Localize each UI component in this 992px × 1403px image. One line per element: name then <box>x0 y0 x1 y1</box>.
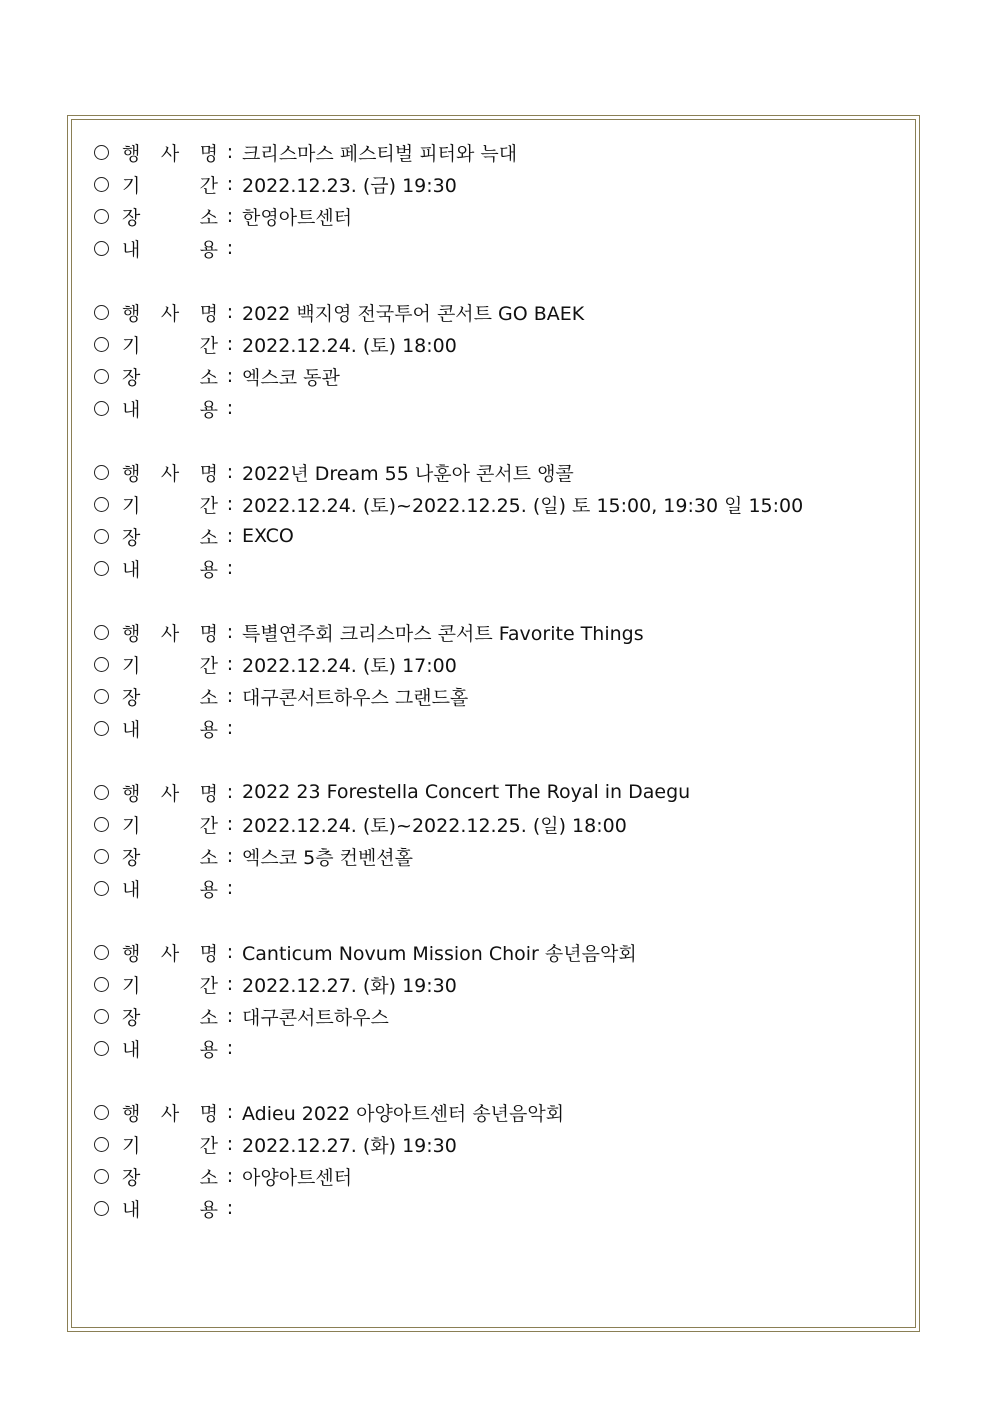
field-label-char: 명 <box>199 1102 218 1125</box>
field-colon: : <box>226 461 234 483</box>
field-colon: : <box>226 845 234 867</box>
field-colon: : <box>226 365 234 387</box>
field-label-char: 용 <box>199 558 218 581</box>
field-label <box>122 811 218 838</box>
event-period: 2022.12.27. (화) 19:30 <box>242 1134 457 1157</box>
circle-bullet-icon <box>94 1201 109 1216</box>
field-label <box>122 203 218 230</box>
field-label-char: 내 <box>122 238 141 261</box>
circle-bullet-icon <box>94 465 109 480</box>
circle-bullet-icon <box>94 689 109 704</box>
circle-bullet-icon <box>94 497 109 512</box>
event-name-row <box>94 1096 894 1128</box>
field-colon: : <box>226 493 234 515</box>
event-item <box>94 616 894 776</box>
event-name-row <box>94 456 894 488</box>
field-label-char: 행 <box>122 942 141 965</box>
event-place: 아양아트센터 <box>242 1166 353 1189</box>
field-label <box>122 491 218 518</box>
circle-bullet-icon <box>94 1009 109 1024</box>
field-label-char: 소 <box>199 686 218 709</box>
field-label-char: 명 <box>199 142 218 165</box>
field-label-char: 행 <box>122 782 141 805</box>
event-place-row <box>94 200 894 232</box>
field-label-char: 용 <box>199 1038 218 1061</box>
circle-bullet-icon <box>94 401 109 416</box>
event-period: 2022.12.23. (금) 19:30 <box>242 174 457 197</box>
event-period-row <box>94 328 894 360</box>
field-label <box>122 683 218 710</box>
event-place: EXCO <box>242 525 294 547</box>
field-label-char: 간 <box>199 814 218 837</box>
field-label <box>122 139 218 166</box>
event-content-row <box>94 872 894 904</box>
field-label-char: 소 <box>199 1006 218 1029</box>
field-label <box>122 555 218 582</box>
field-colon: : <box>226 781 234 803</box>
field-label-char: 명 <box>199 302 218 325</box>
field-label-char: 사 <box>160 462 180 485</box>
field-label-char: 명 <box>199 782 218 805</box>
field-label <box>122 1035 218 1062</box>
field-colon: : <box>226 1133 234 1155</box>
field-label-char: 내 <box>122 878 141 901</box>
event-place: 엑스코 5층 컨벤션홀 <box>242 846 413 869</box>
field-label <box>122 331 218 358</box>
event-place-row <box>94 1000 894 1032</box>
field-label <box>122 171 218 198</box>
event-item <box>94 936 894 1096</box>
event-place: 대구콘서트하우스 <box>242 1006 389 1029</box>
field-label-char: 명 <box>199 622 218 645</box>
event-item <box>94 1096 894 1256</box>
field-label-char: 행 <box>122 622 141 645</box>
field-label-char: 행 <box>122 1102 141 1125</box>
field-colon: : <box>226 621 234 643</box>
event-place-row <box>94 840 894 872</box>
field-label <box>122 651 218 678</box>
field-label-char: 장 <box>122 1006 141 1029</box>
field-label-char: 소 <box>199 526 218 549</box>
circle-bullet-icon <box>94 977 109 992</box>
field-label-char: 사 <box>160 142 180 165</box>
event-name: 2022년 Dream 55 나훈아 콘서트 앵콜 <box>242 462 574 485</box>
field-label <box>122 235 218 262</box>
circle-bullet-icon <box>94 145 109 160</box>
field-label-char: 용 <box>199 398 218 421</box>
event-period: 2022.12.24. (토)~2022.12.25. (일) 토 15:00, 19:30 일 15:00 <box>242 494 804 517</box>
field-label <box>122 843 218 870</box>
field-label <box>122 1003 218 1030</box>
field-label <box>122 971 218 998</box>
event-item <box>94 776 894 936</box>
field-label-char: 간 <box>199 974 218 997</box>
event-period-row <box>94 968 894 1000</box>
field-label <box>122 715 218 742</box>
field-label-char: 기 <box>122 814 141 837</box>
event-name: 특별연주회 크리스마스 콘서트 Favorite Things <box>242 622 644 645</box>
event-name-row <box>94 776 894 808</box>
event-name-row <box>94 616 894 648</box>
field-label <box>122 459 218 486</box>
field-label-char: 기 <box>122 334 141 357</box>
event-item <box>94 136 894 296</box>
field-colon: : <box>226 973 234 995</box>
field-label-char: 사 <box>160 1102 180 1125</box>
event-place: 엑스코 동관 <box>242 366 340 389</box>
field-label-char: 장 <box>122 846 141 869</box>
field-label-char: 용 <box>199 1198 218 1221</box>
field-label-char: 간 <box>199 174 218 197</box>
field-label-char: 기 <box>122 1134 141 1157</box>
field-label <box>122 875 218 902</box>
circle-bullet-icon <box>94 369 109 384</box>
field-label-char: 내 <box>122 558 141 581</box>
event-place: 대구콘서트하우스 그랜드홀 <box>242 686 469 709</box>
field-label-char: 용 <box>199 238 218 261</box>
event-period: 2022.12.27. (화) 19:30 <box>242 974 457 997</box>
field-label-char: 간 <box>199 494 218 517</box>
field-label-char: 소 <box>199 366 218 389</box>
circle-bullet-icon <box>94 1169 109 1184</box>
circle-bullet-icon <box>94 1105 109 1120</box>
field-colon: : <box>226 653 234 675</box>
field-colon: : <box>226 877 234 899</box>
field-label <box>122 1131 218 1158</box>
event-content-row <box>94 1192 894 1224</box>
field-colon: : <box>226 813 234 835</box>
circle-bullet-icon <box>94 657 109 672</box>
circle-bullet-icon <box>94 561 109 576</box>
field-label-char: 기 <box>122 494 141 517</box>
event-content-row <box>94 552 894 584</box>
circle-bullet-icon <box>94 625 109 640</box>
field-label <box>122 1163 218 1190</box>
event-name: Adieu 2022 아양아트센터 송년음악회 <box>242 1102 565 1125</box>
circle-bullet-icon <box>94 817 109 832</box>
field-label-char: 행 <box>122 302 141 325</box>
field-label-char: 명 <box>199 462 218 485</box>
event-place-row <box>94 1160 894 1192</box>
event-content-row <box>94 392 894 424</box>
event-name-row <box>94 296 894 328</box>
field-label-char: 내 <box>122 718 141 741</box>
field-label-char: 내 <box>122 1198 141 1221</box>
field-label-char: 장 <box>122 366 141 389</box>
field-label-char: 간 <box>199 654 218 677</box>
field-colon: : <box>226 557 234 579</box>
event-content-row <box>94 1032 894 1064</box>
field-colon: : <box>226 237 234 259</box>
circle-bullet-icon <box>94 945 109 960</box>
event-name-row <box>94 136 894 168</box>
event-period-row <box>94 1128 894 1160</box>
circle-bullet-icon <box>94 849 109 864</box>
circle-bullet-icon <box>94 785 109 800</box>
event-period-row <box>94 648 894 680</box>
event-item <box>94 296 894 456</box>
field-label-char: 사 <box>160 942 180 965</box>
event-period-row <box>94 808 894 840</box>
event-period-row <box>94 168 894 200</box>
event-place: 한영아트센터 <box>242 206 353 229</box>
field-colon: : <box>226 525 234 547</box>
field-colon: : <box>226 1037 234 1059</box>
field-label <box>122 299 218 326</box>
field-colon: : <box>226 397 234 419</box>
field-label-char: 간 <box>199 334 218 357</box>
field-colon: : <box>226 1165 234 1187</box>
circle-bullet-icon <box>94 1041 109 1056</box>
field-label-char: 기 <box>122 174 141 197</box>
field-colon: : <box>226 1101 234 1123</box>
field-label-char: 내 <box>122 1038 141 1061</box>
event-content-row <box>94 232 894 264</box>
field-label <box>122 1195 218 1222</box>
field-label-char: 용 <box>199 878 218 901</box>
field-label <box>122 939 218 966</box>
field-label-char: 소 <box>199 206 218 229</box>
circle-bullet-icon <box>94 305 109 320</box>
circle-bullet-icon <box>94 241 109 256</box>
field-label-char: 사 <box>160 302 180 325</box>
field-label-char: 행 <box>122 462 141 485</box>
event-list <box>94 136 894 1256</box>
field-label <box>122 523 218 550</box>
field-label-char: 기 <box>122 654 141 677</box>
circle-bullet-icon <box>94 177 109 192</box>
field-colon: : <box>226 941 234 963</box>
field-label-char: 사 <box>160 782 180 805</box>
field-label-char: 장 <box>122 206 141 229</box>
field-colon: : <box>226 1197 234 1219</box>
field-label-char: 행 <box>122 142 141 165</box>
circle-bullet-icon <box>94 529 109 544</box>
field-label-char: 소 <box>199 1166 218 1189</box>
field-label-char: 용 <box>199 718 218 741</box>
event-period: 2022.12.24. (토)~2022.12.25. (일) 18:00 <box>242 814 627 837</box>
field-colon: : <box>226 1005 234 1027</box>
field-colon: : <box>226 333 234 355</box>
field-label-char: 장 <box>122 526 141 549</box>
field-label-char: 사 <box>160 622 180 645</box>
field-colon: : <box>226 141 234 163</box>
circle-bullet-icon <box>94 337 109 352</box>
event-place-row <box>94 360 894 392</box>
field-colon: : <box>226 301 234 323</box>
field-label <box>122 1099 218 1126</box>
event-name-row <box>94 936 894 968</box>
circle-bullet-icon <box>94 209 109 224</box>
event-period-row <box>94 488 894 520</box>
circle-bullet-icon <box>94 1137 109 1152</box>
event-place-row <box>94 520 894 552</box>
field-colon: : <box>226 717 234 739</box>
field-label-char: 명 <box>199 942 218 965</box>
field-label-char: 소 <box>199 846 218 869</box>
event-place-row <box>94 680 894 712</box>
field-label <box>122 619 218 646</box>
event-period: 2022.12.24. (토) 17:00 <box>242 654 457 677</box>
field-label-char: 간 <box>199 1134 218 1157</box>
field-label-char: 내 <box>122 398 141 421</box>
field-colon: : <box>226 173 234 195</box>
event-content-row <box>94 712 894 744</box>
event-name: 크리스마스 페스티벌 피터와 늑대 <box>242 142 518 165</box>
event-name: 2022 백지영 전국투어 콘서트 GO BAEK <box>242 302 585 325</box>
field-label-char: 장 <box>122 686 141 709</box>
field-colon: : <box>226 685 234 707</box>
event-item <box>94 456 894 616</box>
circle-bullet-icon <box>94 721 109 736</box>
field-label-char: 장 <box>122 1166 141 1189</box>
event-name: 2022 23 Forestella Concert The Royal in Daegu <box>242 781 691 803</box>
field-colon: : <box>226 205 234 227</box>
field-label <box>122 363 218 390</box>
field-label <box>122 395 218 422</box>
circle-bullet-icon <box>94 881 109 896</box>
event-period: 2022.12.24. (토) 18:00 <box>242 334 457 357</box>
event-name: Canticum Novum Mission Choir 송년음악회 <box>242 942 637 965</box>
field-label <box>122 779 218 806</box>
field-label-char: 기 <box>122 974 141 997</box>
